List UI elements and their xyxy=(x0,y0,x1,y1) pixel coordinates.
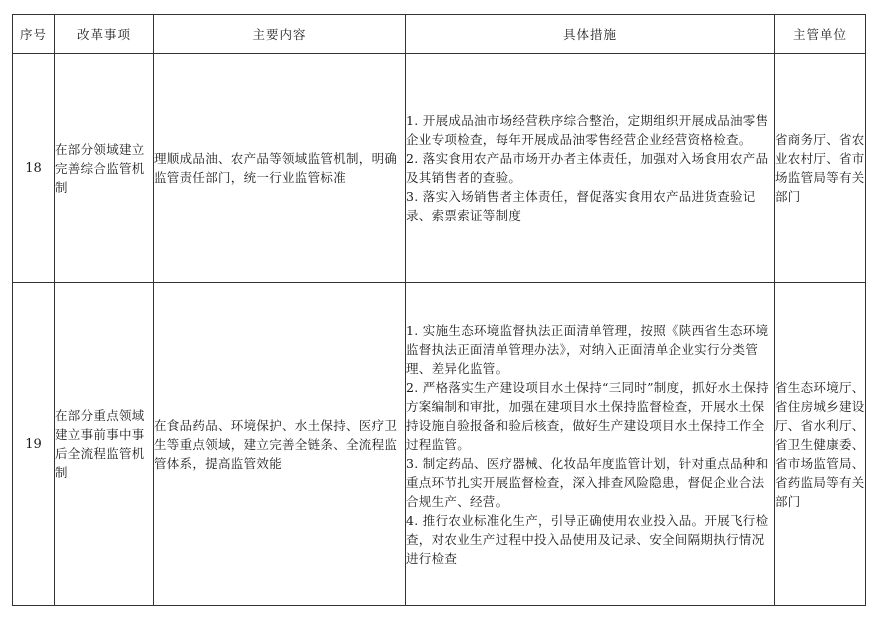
row-unit: 省商务厅、省农业农村厅、省市场监管局等有关部门 xyxy=(775,54,866,283)
row-measures xyxy=(406,283,775,606)
reform-table xyxy=(12,14,866,606)
header-content: 主要内容 xyxy=(154,15,406,54)
table-row xyxy=(13,283,866,606)
row-item: 在部分重点领域建立事前事中事后全流程监管机制 xyxy=(55,283,154,606)
row-seq: 19 xyxy=(13,283,55,606)
measure-item: 1. 开展成品油市场经营秩序综合整治，定期组织开展成品油零售企业专项检查，每年开展成品油零售经营企业经营资格检查。 xyxy=(406,113,769,147)
row-seq: 18 xyxy=(13,54,55,283)
measure-item: 1. 实施生态环境监督执法正面清单管理，按照《陕西省生态环境监督执法正面清单管理办法》，对纳入正面清单企业实行分类管理、差异化监管。 xyxy=(406,322,769,376)
document-page xyxy=(12,14,865,606)
header-seq: 序号 xyxy=(13,15,55,54)
table-header-row xyxy=(13,15,866,54)
header-unit: 主管单位 xyxy=(775,15,866,54)
header-measures: 具体措施 xyxy=(406,15,775,54)
row-content: 在食品药品、环境保护、水土保持、医疗卫生等重点领域，建立完善全链条、全流程监管体系，提高监管效能 xyxy=(154,283,406,606)
measure-item: 2. 严格落实生产建设项目水土保持“三同时”制度，抓好水土保持方案编制和审批，加强在建项目水土保持监督检查，开展水土保持设施自验报备和验后核查，做好生产建设项目水土保持工作全过程监管。 xyxy=(406,379,769,452)
measure-item: 4. 推行农业标准化生产，引导正确使用农业投入品。开展飞行检查，对农业生产过程中投入品使用及记录、安全间隔期执行情况进行检查 xyxy=(406,512,769,566)
row-unit: 省生态环境厅、省住房城乡建设厅、省水利厅、省卫生健康委、省市场监管局、省药监局等有关部门 xyxy=(775,283,866,606)
row-content: 理顺成品油、农产品等领域监管机制，明确监管责任部门，统一行业监管标准 xyxy=(154,54,406,283)
measure-item: 2. 落实食用农产品市场开办者主体责任，加强对入场食用农产品及其销售者的查验。 xyxy=(406,151,769,185)
table-row xyxy=(13,54,866,283)
row-item: 在部分领域建立完善综合监管机制 xyxy=(55,54,154,283)
row-measures xyxy=(406,54,775,283)
measure-item: 3. 落实入场销售者主体责任，督促落实食用农产品进货查验记录、索票索证等制度 xyxy=(406,189,756,223)
measure-item: 3. 制定药品、医疗器械、化妆品年度监管计划，针对重点品种和重点环节扎实开展监督检查，深入排查风险隐患，督促企业合法合规生产、经营。 xyxy=(406,455,769,509)
header-item: 改革事项 xyxy=(55,15,154,54)
